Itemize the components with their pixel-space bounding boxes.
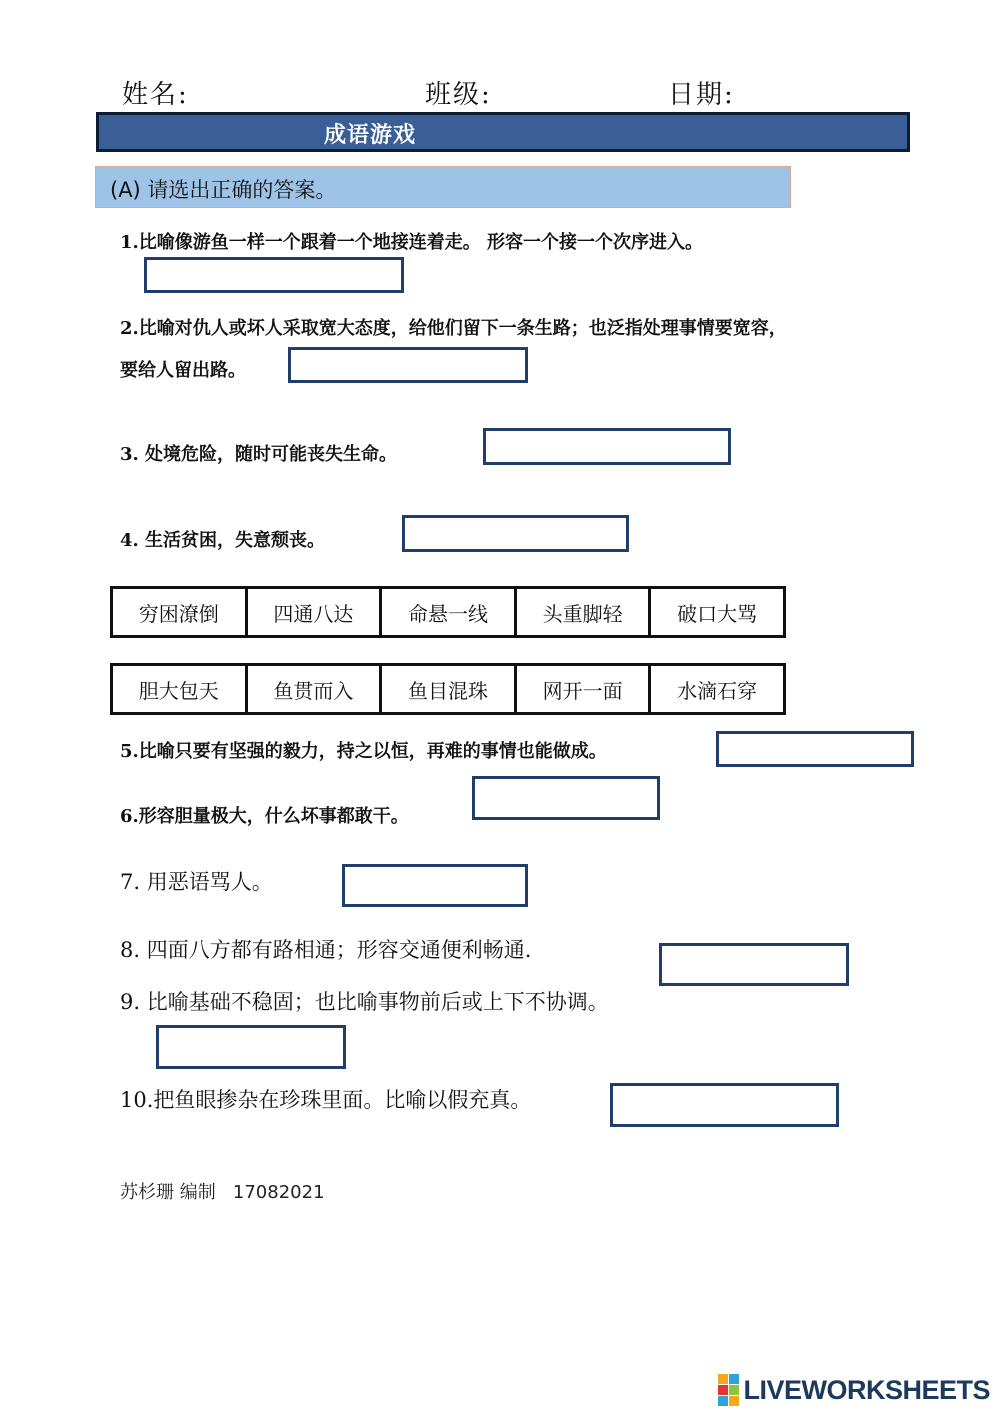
word-bank-item: 头重脚轻 xyxy=(517,589,652,635)
logo-text: LIVEWORKSHEETS xyxy=(743,1374,990,1405)
worksheet-title: 成语游戏 xyxy=(324,123,417,148)
answer-box-3[interactable] xyxy=(483,428,731,465)
word-bank-item: 鱼目混珠 xyxy=(382,666,517,712)
word-bank-item: 水滴石穿 xyxy=(677,678,758,703)
footer-author: 苏杉珊 编制 xyxy=(120,1182,216,1203)
word-bank-item: 网开一面 xyxy=(517,666,652,712)
word-bank-item: 穷困潦倒 xyxy=(113,589,248,635)
question-8: 8. 四面八方都有路相通；形容交通便利畅通. xyxy=(120,938,532,962)
class-label: 班级: xyxy=(425,80,492,110)
answer-box-1[interactable] xyxy=(144,257,404,293)
question-1: 1.比喻像游鱼一样一个跟着一个地接连着走。 形容一个接一个次序进入。 xyxy=(120,232,704,253)
footer-code: 17082021 xyxy=(232,1182,325,1203)
question-6: 6.形容胆量极大，什么坏事都敢干。 xyxy=(120,806,409,827)
liveworksheets-mark-icon xyxy=(718,1374,739,1406)
answer-box-6[interactable] xyxy=(472,776,660,820)
answer-box-5[interactable] xyxy=(716,731,914,767)
question-2-line2: 要给人留出路。 xyxy=(120,360,246,381)
name-label: 姓名: xyxy=(122,80,189,110)
question-2-line1: 2.比喻对仇人或坏人采取宽大态度，给他们留下一条生路；也泛指处理事情要宽容， xyxy=(120,318,787,339)
question-7: 7. 用恶语骂人。 xyxy=(120,870,273,894)
word-bank-row-2 xyxy=(110,663,786,715)
liveworksheets-logo[interactable] xyxy=(718,1373,990,1407)
word-bank-item: 破口大骂 xyxy=(677,601,758,626)
answer-box-4[interactable] xyxy=(402,515,629,552)
question-9: 9. 比喻基础不稳固；也比喻事物前后或上下不协调。 xyxy=(120,990,609,1014)
date-label: 日期: xyxy=(668,80,735,110)
word-bank-item: 命悬一线 xyxy=(382,589,517,635)
word-bank-item: 四通八达 xyxy=(248,589,383,635)
question-5: 5.比喻只要有坚强的毅力，持之以恒，再难的事情也能做成。 xyxy=(120,741,607,762)
word-bank-item: 胆大包天 xyxy=(113,666,248,712)
answer-box-8[interactable] xyxy=(659,943,849,986)
question-10: 10.把鱼眼掺杂在珍珠里面。比喻以假充真。 xyxy=(120,1088,532,1112)
title-bar xyxy=(96,112,910,152)
answer-box-7[interactable] xyxy=(342,864,528,907)
word-bank-row-1 xyxy=(110,586,786,638)
answer-box-9[interactable] xyxy=(156,1025,346,1069)
footer-credit xyxy=(120,1178,325,1204)
question-4: 4. 生活贫困，失意颓丧。 xyxy=(120,530,326,551)
word-bank-item: 鱼贯而入 xyxy=(248,666,383,712)
question-3: 3. 处境危险，随时可能丧失生命。 xyxy=(120,444,398,465)
section-label: (A) 请选出正确的答案。 xyxy=(110,178,337,202)
answer-box-2[interactable] xyxy=(288,347,528,383)
answer-box-10[interactable] xyxy=(610,1083,839,1127)
